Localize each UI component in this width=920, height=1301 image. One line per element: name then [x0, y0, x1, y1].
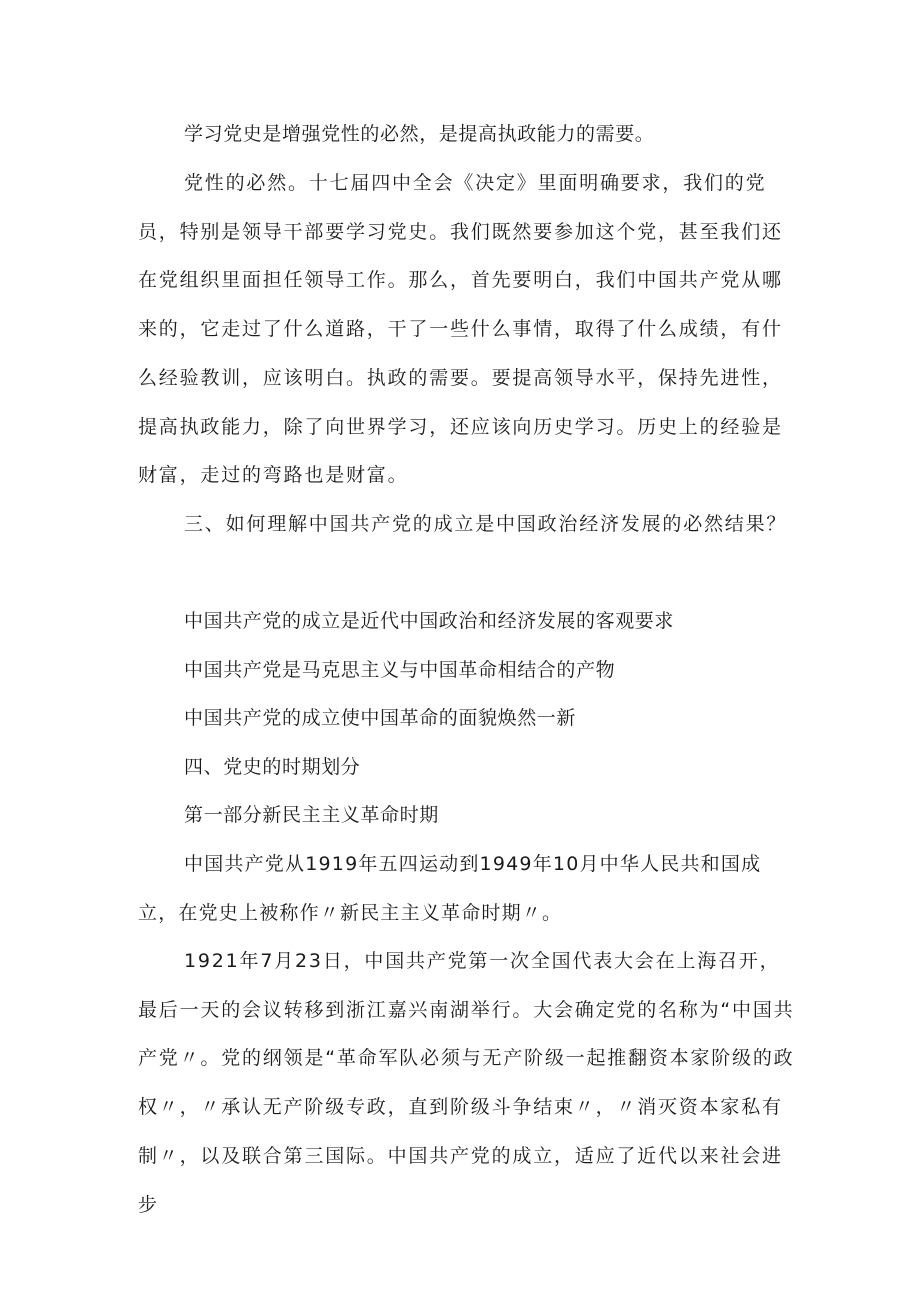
point-founding-requirement: 中国共产党的成立是近代中国政治和经济发展的客观要求: [184, 610, 675, 632]
heading-section-four: 四、党史的时期划分: [184, 756, 361, 778]
paragraph-intro: 学习党史是增强党性的必然，是提高执政能力的需要。: [184, 123, 655, 145]
point-marxism-combination: 中国共产党是马克思主义与中国革命相结合的产物: [184, 659, 616, 681]
paragraph-party-spirit: 党性的必然。十七届四中全会《决定》里面明确要求，我们的党员，特别是领导干部要学习党史。我们既然要参加这个党，甚至我们还在党组织里面担任领导工作。那么，首先要明白，我们中国共产党从哪来的，它走过了什么道路，干了一些什么事情，取得了什么成绩，有什么经验教训，应该明白。执政的需要。要提高领导水平，保持先进性，提高执政能力，除了向世界学习，还应该向历史学习。历史上的经验是财富，走过的弯路也是财富。: [138, 172, 783, 487]
paragraph-first-congress: 1921年7月23日，中国共产党第一次全国代表大会在上海召开，最后一天的会议转移到浙江嘉兴南湖举行。大会确定党的名称为“中国共产党〃。党的纲领是“革命军队必须与无产阶级一起推翻资本家阶级的政权〃，〃承认无产阶级专政，直到阶级斗争结束〃，〃消灭资本家私有制〃，以及联合第三国际。中国共产党的成立，适应了近代以来社会进步: [138, 950, 795, 1216]
heading-part-one: 第一部分新民主主义革命时期: [184, 804, 439, 826]
paragraph-period-definition: 中国共产党从1919年五四运动到1949年10月中华人民共和国成立，在党史上被称作〃新民主主义革命时期〃。: [138, 853, 762, 924]
point-new-look: 中国共产党的成立使中国革命的面貌焕然一新: [184, 707, 577, 729]
heading-section-three: 三、如何理解中国共产党的成立是中国政治经济发展的必然结果？: [184, 513, 788, 535]
